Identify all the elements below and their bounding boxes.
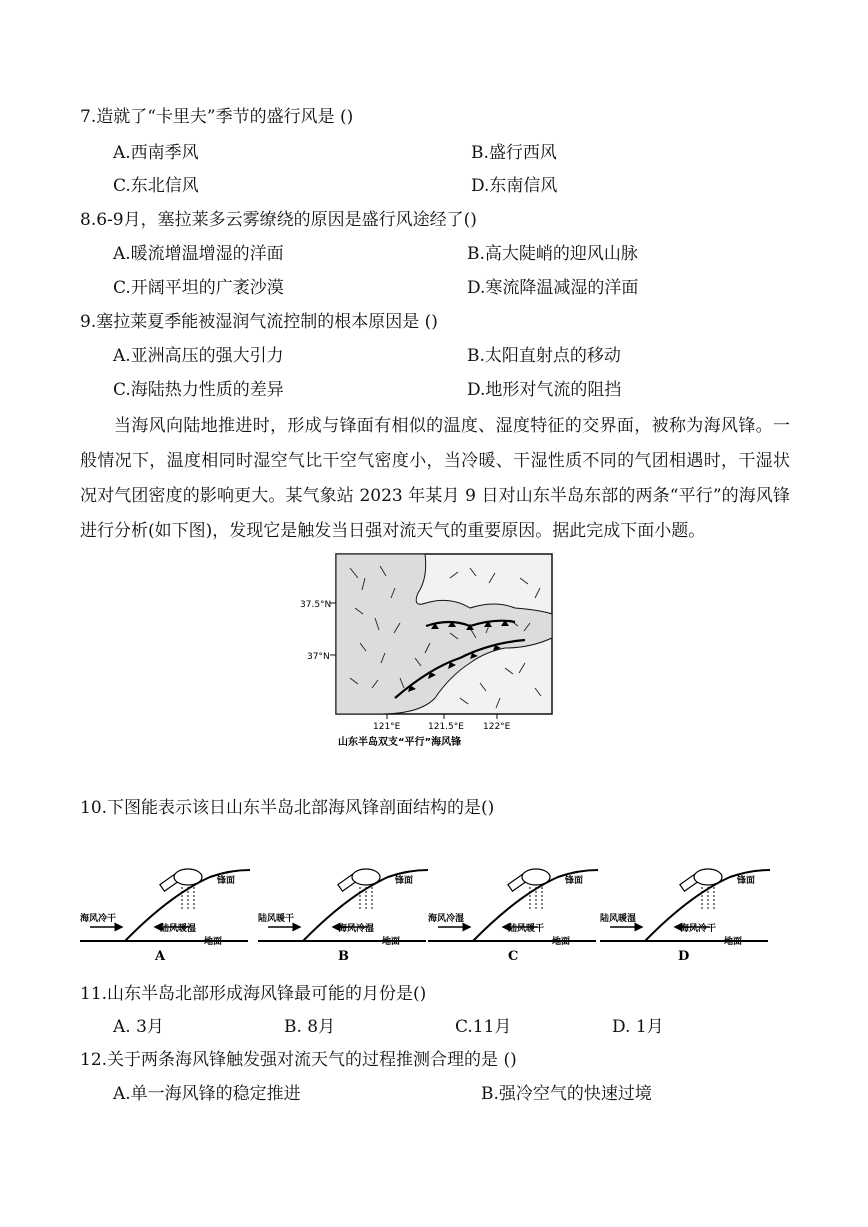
profile-d-right-label: 海风冷干	[680, 924, 717, 934]
lat-label-37-5: 37.5°N	[300, 600, 332, 610]
profile-d-ground-label: 地面	[724, 937, 743, 947]
profile-d-front-label: 锋面	[737, 876, 756, 886]
question-7-stem: 7.造就了“卡里夫”季节的盛行风是 ()	[80, 107, 354, 127]
question-11-option-a: A. 3月	[113, 1017, 164, 1037]
profile-c	[428, 869, 598, 964]
question-7-option-a: A.西南季风	[113, 143, 199, 163]
profile-d-left-label: 陆风暖湿	[600, 914, 637, 924]
profile-a-ground-label: 地面	[204, 937, 223, 947]
lon-label-122: 122°E	[483, 722, 511, 732]
question-9-option-c: C.海陆热力性质的差异	[113, 380, 284, 400]
profile-b-letter: B	[338, 949, 349, 964]
question-8-option-a: A.暖流增温增湿的洋面	[113, 244, 284, 264]
profile-a-left-label: 海风冷干	[80, 914, 117, 924]
profile-a-front-label: 锋面	[217, 876, 236, 886]
front-profile-diagrams	[80, 855, 780, 970]
question-12-option-a: A.单一海风锋的稳定推进	[113, 1084, 301, 1104]
question-10-stem: 10.下图能表示该日山东半岛北部海风锋剖面结构的是()	[80, 798, 495, 818]
profile-d-letter: D	[678, 949, 690, 964]
question-8-option-d: D.寒流降温减湿的洋面	[467, 278, 639, 298]
question-7-option-d: D.东南信风	[471, 176, 558, 196]
question-8-option-c: C.开阔平坦的广袤沙漠	[113, 278, 284, 298]
question-12-stem: 12.关于两条海风锋触发强对流天气的过程推测合理的是 ()	[80, 1050, 517, 1070]
passage-text: 当海风向陆地推进时，形成与锋面有相似的温度、湿度特征的交界面，被称为海风锋。一般情况下，温度相同时湿空气比干空气密度小，当冷暖、干湿性质不同的气团相遇时，干湿状况对气团密度的影响更大。某气象站 2023 年某月 9 日对山东半岛东部的两条“平行”的海风锋进行分析(如下图)，发现它是触发当日强对流天气的重要原因。据此完成下面小题。	[80, 416, 790, 541]
question-12-option-b: B.强冷空气的快速过境	[481, 1084, 652, 1104]
map-caption: 山东半岛双支“平行”海风锋	[338, 737, 462, 748]
reading-passage	[80, 409, 790, 549]
question-9-stem: 9.塞拉莱夏季能被湿润气流控制的根本原因是 ()	[80, 312, 438, 332]
question-11-stem: 11.山东半岛北部形成海风锋最可能的月份是()	[80, 984, 427, 1004]
question-11-option-c: C.11月	[455, 1017, 512, 1037]
lon-label-121-5: 121.5°E	[428, 722, 464, 732]
profile-a-right-label: 陆风暖湿	[160, 924, 197, 934]
question-8-stem: 8.6-9月，塞拉莱多云雾缭绕的原因是盛行风途经了()	[80, 210, 477, 230]
profile-c-ground-label: 地面	[552, 937, 571, 947]
profile-d	[600, 869, 770, 964]
sea-breeze-front-map	[300, 548, 560, 753]
question-7-option-b: B.盛行西风	[471, 143, 557, 163]
profile-b-front-label: 锋面	[395, 876, 414, 886]
question-8-option-b: B.高大陡峭的迎风山脉	[467, 244, 638, 264]
profile-c-left-label: 海风冷湿	[428, 914, 465, 924]
question-9-option-a: A.亚洲高压的强大引力	[113, 346, 284, 366]
profile-a	[80, 869, 250, 964]
profile-b-left-label: 陆风暖干	[258, 914, 295, 924]
lat-label-37: 37°N	[307, 652, 330, 662]
profile-c-front-label: 锋面	[565, 876, 584, 886]
question-11-option-d: D. 1月	[612, 1017, 664, 1037]
profile-a-letter: A	[155, 949, 166, 964]
question-9-option-d: D.地形对气流的阻挡	[467, 380, 622, 400]
profile-c-right-label: 陆风暖干	[508, 924, 545, 934]
question-11-option-b: B. 8月	[284, 1017, 336, 1037]
profile-b-ground-label: 地面	[382, 937, 401, 947]
profile-b-right-label: 海风冷湿	[338, 924, 375, 934]
profile-c-letter: C	[508, 949, 519, 964]
question-9-option-b: B.太阳直射点的移动	[467, 346, 621, 366]
profile-b	[258, 869, 428, 964]
lon-label-121: 121°E	[373, 722, 401, 732]
question-7-option-c: C.东北信风	[113, 176, 199, 196]
